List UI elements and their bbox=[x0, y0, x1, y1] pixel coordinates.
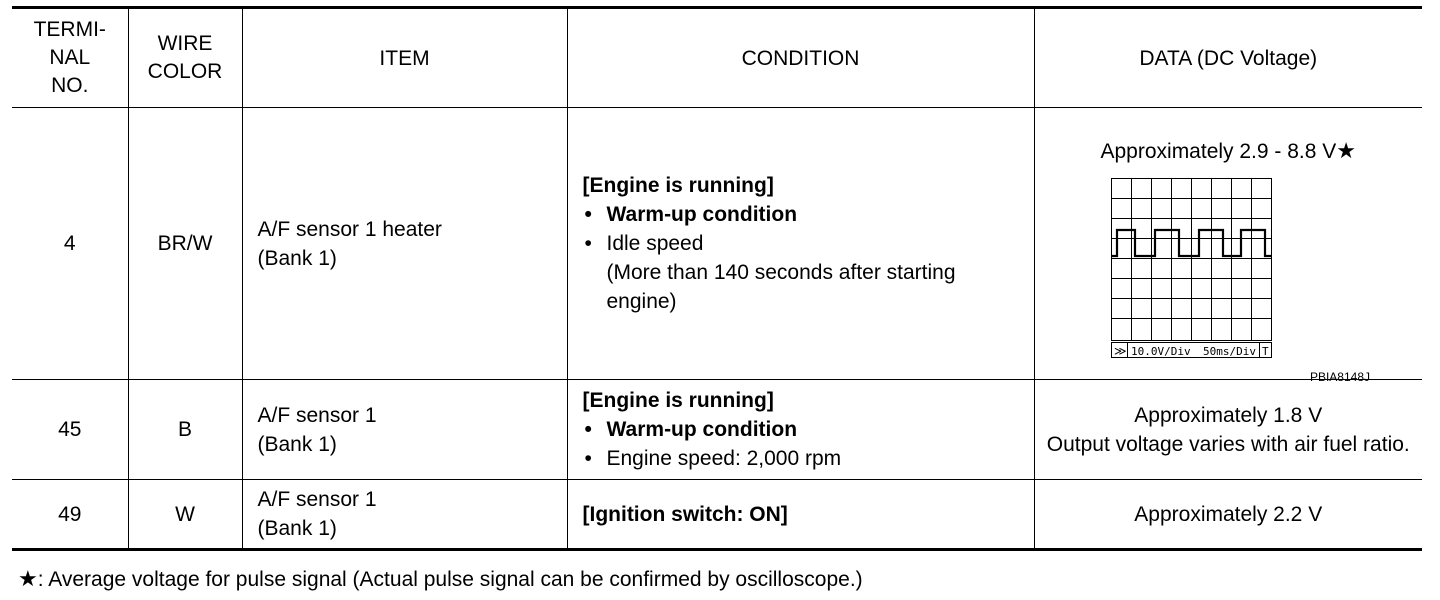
scope-trigger: T bbox=[1261, 344, 1269, 358]
terminal-cell: 49 bbox=[12, 480, 128, 550]
scope-time-div: 50ms/Div bbox=[1202, 344, 1256, 358]
item-line: A/F sensor 1 bbox=[257, 403, 377, 427]
header-item: ITEM bbox=[242, 8, 567, 108]
scope-volt-div: 10.0V/Div bbox=[1130, 344, 1191, 358]
data-value bbox=[1035, 136, 1423, 166]
condition-cell bbox=[567, 108, 1034, 380]
item-line: A/F sensor 1 heater bbox=[257, 217, 442, 241]
star-icon: ★ bbox=[18, 566, 38, 591]
figure-id: PBIA8148J bbox=[1309, 369, 1370, 384]
data-value: Approximately 1.8 V bbox=[1134, 403, 1323, 427]
wire-color-cell: B bbox=[128, 380, 242, 480]
data-text: Approximately 2.9 - 8.8 V bbox=[1100, 139, 1337, 163]
header-wire-color: WIRE COLOR bbox=[128, 8, 242, 108]
item-line: (Bank 1) bbox=[257, 432, 337, 456]
wire-color-cell: BR/W bbox=[128, 108, 242, 380]
table-row bbox=[12, 480, 1422, 550]
item-cell bbox=[242, 480, 567, 550]
item-cell bbox=[242, 108, 567, 380]
header-row bbox=[12, 8, 1422, 108]
header-terminal: TERMI- NAL NO. bbox=[12, 8, 128, 108]
terminal-data-table bbox=[12, 6, 1422, 551]
condition-bullet: • Engine speed: 2,000 rpm bbox=[583, 444, 1034, 473]
condition-cell bbox=[567, 480, 1034, 550]
header-condition: CONDITION bbox=[567, 8, 1034, 108]
item-line: (Bank 1) bbox=[257, 246, 337, 270]
data-cell bbox=[1034, 380, 1422, 480]
item-line: (Bank 1) bbox=[257, 517, 337, 540]
footnote bbox=[18, 566, 863, 593]
condition-header: [Engine is running] bbox=[582, 389, 774, 412]
condition-bullet: • Warm-up condition bbox=[583, 200, 1034, 229]
data-cell: Approximately 2.2 V bbox=[1034, 480, 1422, 550]
footnote-text: : Average voltage for pulse signal (Actual pulse signal can be confirmed by oscilloscope.) bbox=[37, 568, 863, 591]
data-cell bbox=[1034, 108, 1422, 384]
condition-header: [Ignition switch: ON] bbox=[582, 502, 788, 526]
terminal-cell: 45 bbox=[12, 380, 128, 480]
condition-continuation: (More than 140 seconds after starting engine) bbox=[606, 261, 956, 313]
condition-header: [Engine is running] bbox=[582, 174, 774, 197]
terminal-cell: 4 bbox=[12, 108, 128, 380]
data-note: Output voltage varies with air fuel ratio. bbox=[1046, 432, 1410, 456]
star-icon: ★ bbox=[1336, 137, 1356, 163]
header-data: DATA (DC Voltage) bbox=[1034, 8, 1422, 108]
condition-bullet-text: Idle speed bbox=[606, 232, 704, 255]
scope-arrows: ≫ bbox=[1113, 343, 1127, 358]
condition-bullet: • Warm-up condition bbox=[583, 415, 1034, 444]
condition-cell bbox=[567, 380, 1034, 480]
item-cell bbox=[242, 380, 567, 480]
oscilloscope-waveform bbox=[1111, 178, 1275, 360]
item-line: A/F sensor 1 bbox=[257, 488, 377, 511]
wire-color-cell: W bbox=[128, 480, 242, 550]
table-row bbox=[12, 380, 1422, 480]
table-row bbox=[12, 108, 1422, 380]
condition-bullet bbox=[583, 229, 1034, 316]
